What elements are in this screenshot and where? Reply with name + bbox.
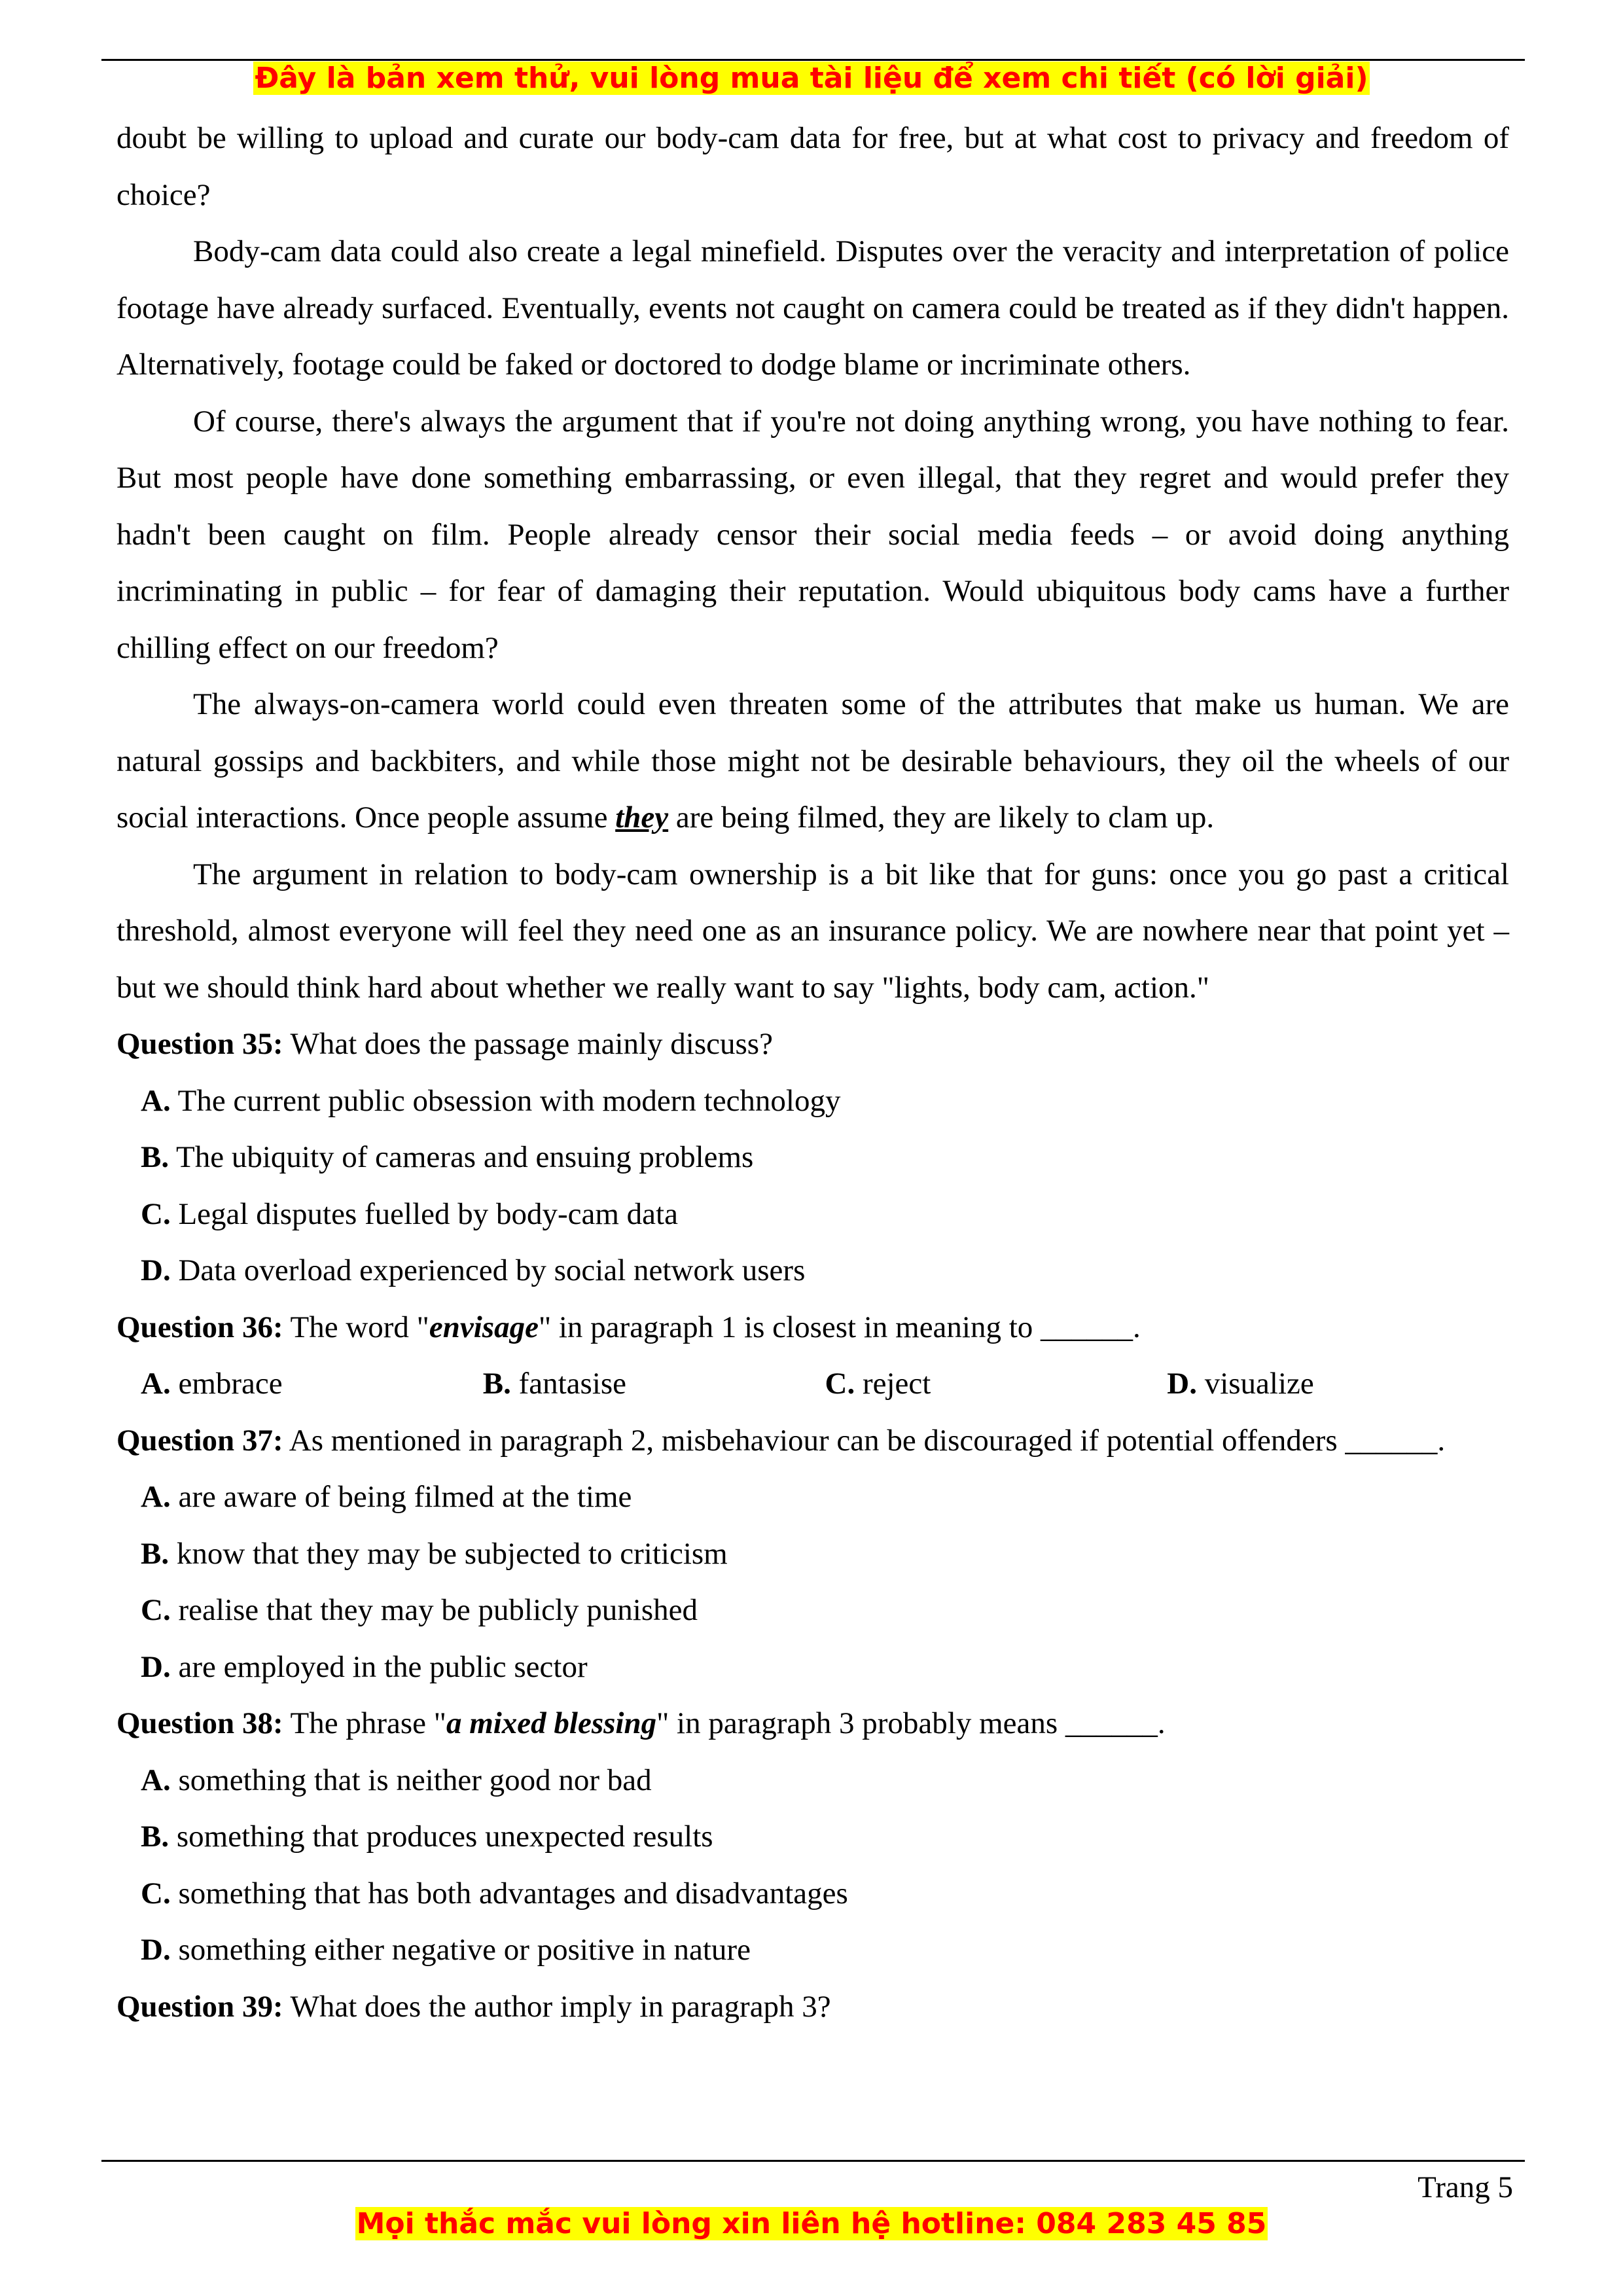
option-letter: D.: [1167, 1367, 1197, 1401]
option-letter: D.: [141, 1649, 171, 1684]
question-text: As mentioned in paragraph 2, misbehaviour can be discouraged if potential offenders ______.: [283, 1423, 1446, 1458]
option-letter: C.: [141, 1876, 171, 1910]
answer-option[interactable]: [116, 1242, 1509, 1299]
passage-paragraph: [116, 676, 1509, 846]
question-36: [116, 1299, 1509, 1356]
option-text: reject: [855, 1367, 931, 1401]
answer-option[interactable]: [116, 1469, 1509, 1526]
answer-option[interactable]: [116, 1639, 1509, 1696]
question-text: What does the author imply in paragraph 3?: [283, 1989, 831, 2024]
header-banner-text: Đây là bản xem thử, vui lòng mua tài liệu để xem chi tiết (có lời giải): [255, 62, 1368, 95]
document-body: [116, 110, 1509, 2035]
option-letter: A.: [141, 1367, 171, 1401]
passage-paragraph: Of course, there's always the argument that if you're not doing anything wrong, you have nothing to fear. But most people have done something embarrassing, or even illegal, that they regret and would prefer they hadn't been caught on film. People already censor their social media feeds – or avoid doing anything incriminating in public – for fear of damaging their reputation. Would ubiquitous body cams have a further chilling effect on our freedom?: [116, 404, 1509, 665]
question-keyword: a mixed blessing: [446, 1706, 657, 1740]
answer-option[interactable]: [825, 1355, 1168, 1412]
answer-option[interactable]: [141, 1355, 483, 1412]
answer-option[interactable]: [116, 1582, 1509, 1639]
answer-option[interactable]: [116, 1808, 1509, 1865]
question-label: Question 37:: [116, 1423, 283, 1458]
question-39: [116, 1979, 1509, 2036]
option-letter: C.: [141, 1593, 171, 1627]
answer-option[interactable]: [116, 1922, 1509, 1979]
option-text: embrace: [170, 1367, 283, 1401]
option-letter: C.: [141, 1196, 171, 1231]
footer-banner-text: Mọi thắc mắc vui lòng xin liên hệ hotline: 084 283 45 85: [356, 2207, 1267, 2240]
answer-option[interactable]: [116, 1526, 1509, 1583]
question-37: [116, 1412, 1509, 1469]
option-letter: B.: [141, 1820, 169, 1854]
answer-option[interactable]: [116, 1129, 1509, 1186]
option-text: The current public obsession with modern technology: [170, 1083, 841, 1118]
passage-paragraph: The argument in relation to body-cam ownership is a bit like that for guns: once you go past a critical threshold, almost everyone will feel they need one as an insurance policy. We are nowhere near that point yet – but we should think hard about whether we really want to say "lights, body cam, action.": [116, 857, 1509, 1005]
question-label: Question 38:: [116, 1706, 283, 1740]
option-letter: D.: [141, 1253, 171, 1287]
option-text: something that produces unexpected results: [169, 1820, 713, 1854]
answer-options-row: [116, 1355, 1509, 1412]
question-label: Question 36:: [116, 1310, 283, 1344]
question-text: " in paragraph 3 probably means ______.: [656, 1706, 1166, 1740]
option-text: The ubiquity of cameras and ensuing problems: [169, 1140, 754, 1174]
answer-option[interactable]: [116, 1752, 1509, 1809]
footer-rule: [101, 2160, 1525, 2162]
option-letter: A.: [141, 1480, 171, 1514]
option-text: Legal disputes fuelled by body-cam data: [170, 1196, 678, 1231]
option-text: Data overload experienced by social network users: [170, 1253, 806, 1287]
question-text: " in paragraph 1 is closest in meaning to ______.: [538, 1310, 1141, 1344]
footer-banner: [0, 2207, 1623, 2241]
passage-text: The always-on-camera world could even threaten some of the attributes that make us human. We are natural gossips and backbiters, and while those might not be desirable behaviours, they oil the wheels of our social interactions. Once people assume: [116, 687, 1509, 834]
question-keyword: envisage: [429, 1310, 539, 1344]
highlighted-word: they: [615, 800, 669, 834]
question-35: [116, 1016, 1509, 1073]
option-text: are aware of being filmed at the time: [170, 1480, 632, 1514]
question-text: The phrase ": [283, 1706, 446, 1740]
option-text: know that they may be subjected to criticism: [169, 1536, 728, 1571]
header-banner: [0, 62, 1623, 96]
answer-option[interactable]: [1167, 1355, 1509, 1412]
answer-option[interactable]: [116, 1186, 1509, 1243]
question-label: Question 35:: [116, 1027, 283, 1061]
passage-text: are being filmed, they are likely to clam up.: [668, 800, 1215, 834]
answer-option[interactable]: [116, 1073, 1509, 1130]
option-text: visualize: [1196, 1367, 1314, 1401]
option-text: something that has both advantages and disadvantages: [170, 1876, 848, 1910]
option-letter: A.: [141, 1083, 171, 1118]
option-text: realise that they may be publicly punished: [170, 1593, 698, 1627]
option-text: something either negative or positive in nature: [170, 1933, 751, 1967]
passage-paragraph: doubt be willing to upload and curate our body-cam data for free, but at what cost to privacy and freedom of choice?: [116, 121, 1509, 212]
option-letter: C.: [825, 1367, 855, 1401]
option-letter: B.: [141, 1536, 169, 1571]
question-text: What does the passage mainly discuss?: [283, 1027, 773, 1061]
option-letter: B.: [482, 1367, 511, 1401]
option-text: something that is neither good nor bad: [170, 1763, 652, 1797]
option-letter: D.: [141, 1933, 171, 1967]
answer-option[interactable]: [483, 1355, 825, 1412]
answer-option[interactable]: [116, 1865, 1509, 1922]
header-rule: [101, 59, 1525, 61]
question-38: [116, 1695, 1509, 1752]
question-label: Question 39:: [116, 1989, 283, 2024]
option-text: are employed in the public sector: [170, 1649, 588, 1684]
option-text: fantasise: [510, 1367, 627, 1401]
passage-paragraph: Body-cam data could also create a legal minefield. Disputes over the veracity and interpretation of police footage have already surfaced. Eventually, events not caught on camera could be treated as if they didn't happen. Alternatively, footage could be faked or doctored to dodge blame or incriminate others.: [116, 234, 1509, 382]
page-number: Trang 5: [1418, 2170, 1513, 2204]
option-letter: B.: [141, 1140, 169, 1174]
question-text: The word ": [283, 1310, 429, 1344]
option-letter: A.: [141, 1763, 171, 1797]
